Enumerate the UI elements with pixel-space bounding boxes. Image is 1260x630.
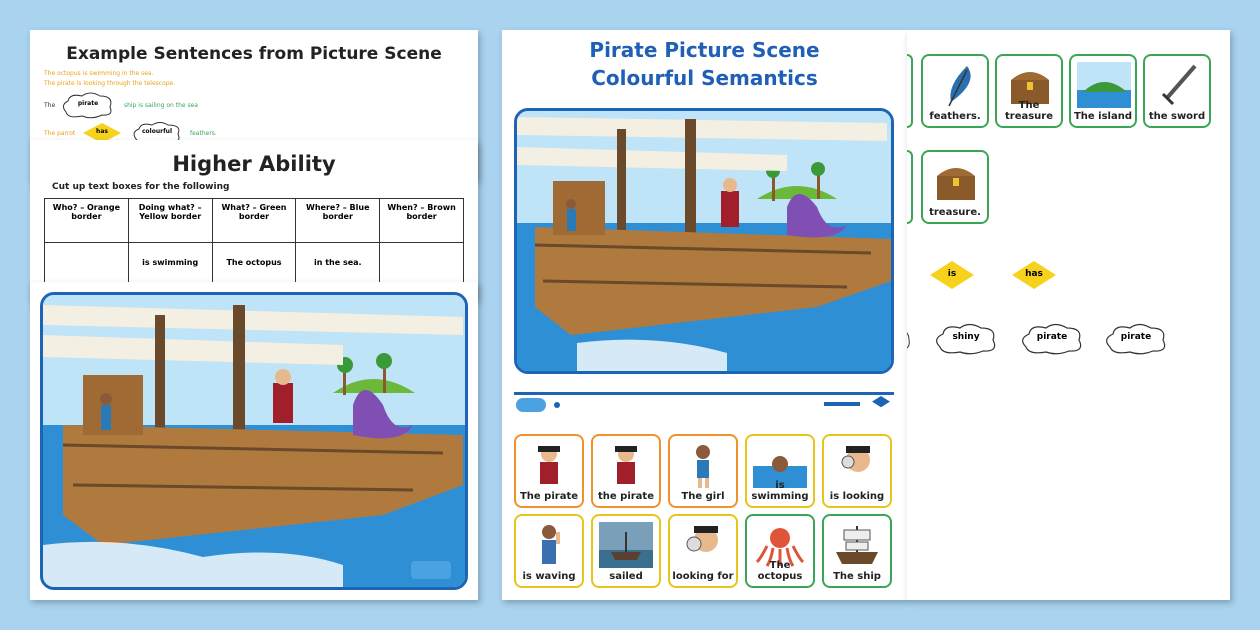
diamond-label: is [947, 269, 957, 279]
picture-scene-sheet [30, 282, 478, 600]
center-scene-frame [514, 108, 894, 374]
sailing-icon [599, 522, 653, 568]
card-the-girl[interactable] [668, 434, 738, 508]
colourful-semantics-sheet [502, 30, 907, 600]
card-label: is looking [829, 491, 885, 502]
diamond-is[interactable] [929, 260, 975, 290]
cloud-label: pirate [1036, 332, 1068, 342]
cloud-pirate[interactable] [1017, 320, 1087, 356]
card-label: looking for [672, 571, 734, 582]
card-the-ship[interactable] [822, 514, 892, 588]
card-label: The girl [681, 491, 725, 502]
pirate-ship-scene-image [517, 111, 891, 371]
pirate-icon [599, 442, 653, 488]
island-icon [1077, 62, 1131, 108]
word-cards-sheet [907, 30, 1230, 600]
card-treasure[interactable] [921, 150, 989, 224]
card-label: The ship [833, 571, 881, 582]
cloud-shape-icon [907, 326, 915, 354]
card-label: The octopus [757, 560, 803, 582]
cloud-shiny[interactable] [931, 320, 1001, 356]
sheet-divider [514, 392, 894, 395]
card-label: treasure. [929, 207, 981, 218]
card-is-looking[interactable] [822, 434, 892, 508]
card-the-treasure[interactable] [995, 54, 1063, 128]
cloud-pirate-2[interactable] [1101, 320, 1171, 356]
table-cell [45, 243, 129, 283]
higher-ability-instruction: Cut up text boxes for the following [52, 182, 230, 192]
card-label: the sword [1148, 111, 1206, 122]
colourful-cloud-label: colourful [141, 128, 173, 135]
card-label: The pirate [519, 491, 579, 502]
pirate-cloud-label: pirate [77, 100, 99, 107]
table-header-who: Who? – Orange border [45, 199, 129, 243]
feather-icon [929, 62, 983, 108]
card-label: The treasure [1004, 100, 1054, 122]
diamond-label: has [1025, 269, 1043, 279]
has-diamond-label: has [96, 128, 108, 135]
card-is-swimming[interactable] [745, 434, 815, 508]
graduation-cap-icon [872, 396, 890, 412]
card-is-waving[interactable] [514, 514, 584, 588]
pirate-ship-scene-image [43, 295, 465, 587]
card-label: the pirate [598, 491, 654, 502]
card-feathers[interactable] [921, 54, 989, 128]
sentence-line-1: The octopus is swimming in the sea. [44, 70, 154, 77]
scene-frame [40, 292, 468, 590]
higher-ability-sheet [30, 140, 478, 300]
card-sailed[interactable] [591, 514, 661, 588]
card-label: is waving [522, 571, 576, 582]
card-the-pirate[interactable] [514, 434, 584, 508]
example-sentences-title: Example Sentences from Picture Scene [66, 44, 442, 64]
sheet-title-line2: Colourful Semantics [591, 66, 818, 90]
card-the-sword[interactable] [1143, 54, 1211, 128]
diamond-has[interactable] [1011, 260, 1057, 290]
twinkl-logo-icon [516, 398, 546, 412]
treasure-chest-icon [929, 158, 983, 204]
table-cell: in the sea. [296, 243, 380, 283]
card-partial-left [907, 54, 913, 128]
cloud-label: pirate [1120, 332, 1152, 342]
table-header-doing: Doing what? – Yellow border [128, 199, 212, 243]
table-cell: The octopus [212, 243, 296, 283]
sentence-line-2: The pirate is looking through the telescope. [44, 80, 176, 87]
card-the-pirate-2[interactable] [591, 434, 661, 508]
card-label: The island [1073, 111, 1133, 122]
card-label: sailed [609, 571, 643, 582]
footer-dot-icon [554, 402, 560, 408]
card-looking-for[interactable] [668, 514, 738, 588]
card-the-island[interactable] [1069, 54, 1137, 128]
table-cell [380, 243, 464, 283]
girl-icon [676, 442, 730, 488]
card-label: is swimming [751, 480, 809, 502]
sentence-row2-end: feathers. [190, 130, 217, 137]
table-cell: is swimming [128, 243, 212, 283]
sheet-title-line1: Pirate Picture Scene [589, 38, 820, 62]
looking-icon [830, 442, 884, 488]
card-the-octopus[interactable] [745, 514, 815, 588]
cloud-partial-left [907, 326, 915, 354]
table-header-what: What? – Green border [212, 199, 296, 243]
cloud-label: shiny [952, 332, 980, 342]
semantic-table [44, 198, 464, 283]
card-label: feathers. [929, 111, 981, 122]
table-header-where: Where? – Blue border [296, 199, 380, 243]
ship-icon [830, 522, 884, 568]
sentence-row-rest: ship is sailing on the sea [124, 102, 198, 109]
table-header-when: When? – Brown border [380, 199, 464, 243]
footer-link-icon [824, 402, 860, 406]
pirate-icon [522, 442, 576, 488]
sword-icon [1151, 62, 1205, 108]
higher-ability-title: Higher Ability [172, 152, 336, 176]
sentence-row2-start: The parrot [44, 130, 76, 137]
waving-icon [522, 522, 576, 568]
looking-for-icon [676, 522, 730, 568]
sentence-row-the: The [44, 102, 56, 109]
pirate-cloud [58, 90, 118, 120]
card-partial-left-2 [907, 150, 913, 224]
